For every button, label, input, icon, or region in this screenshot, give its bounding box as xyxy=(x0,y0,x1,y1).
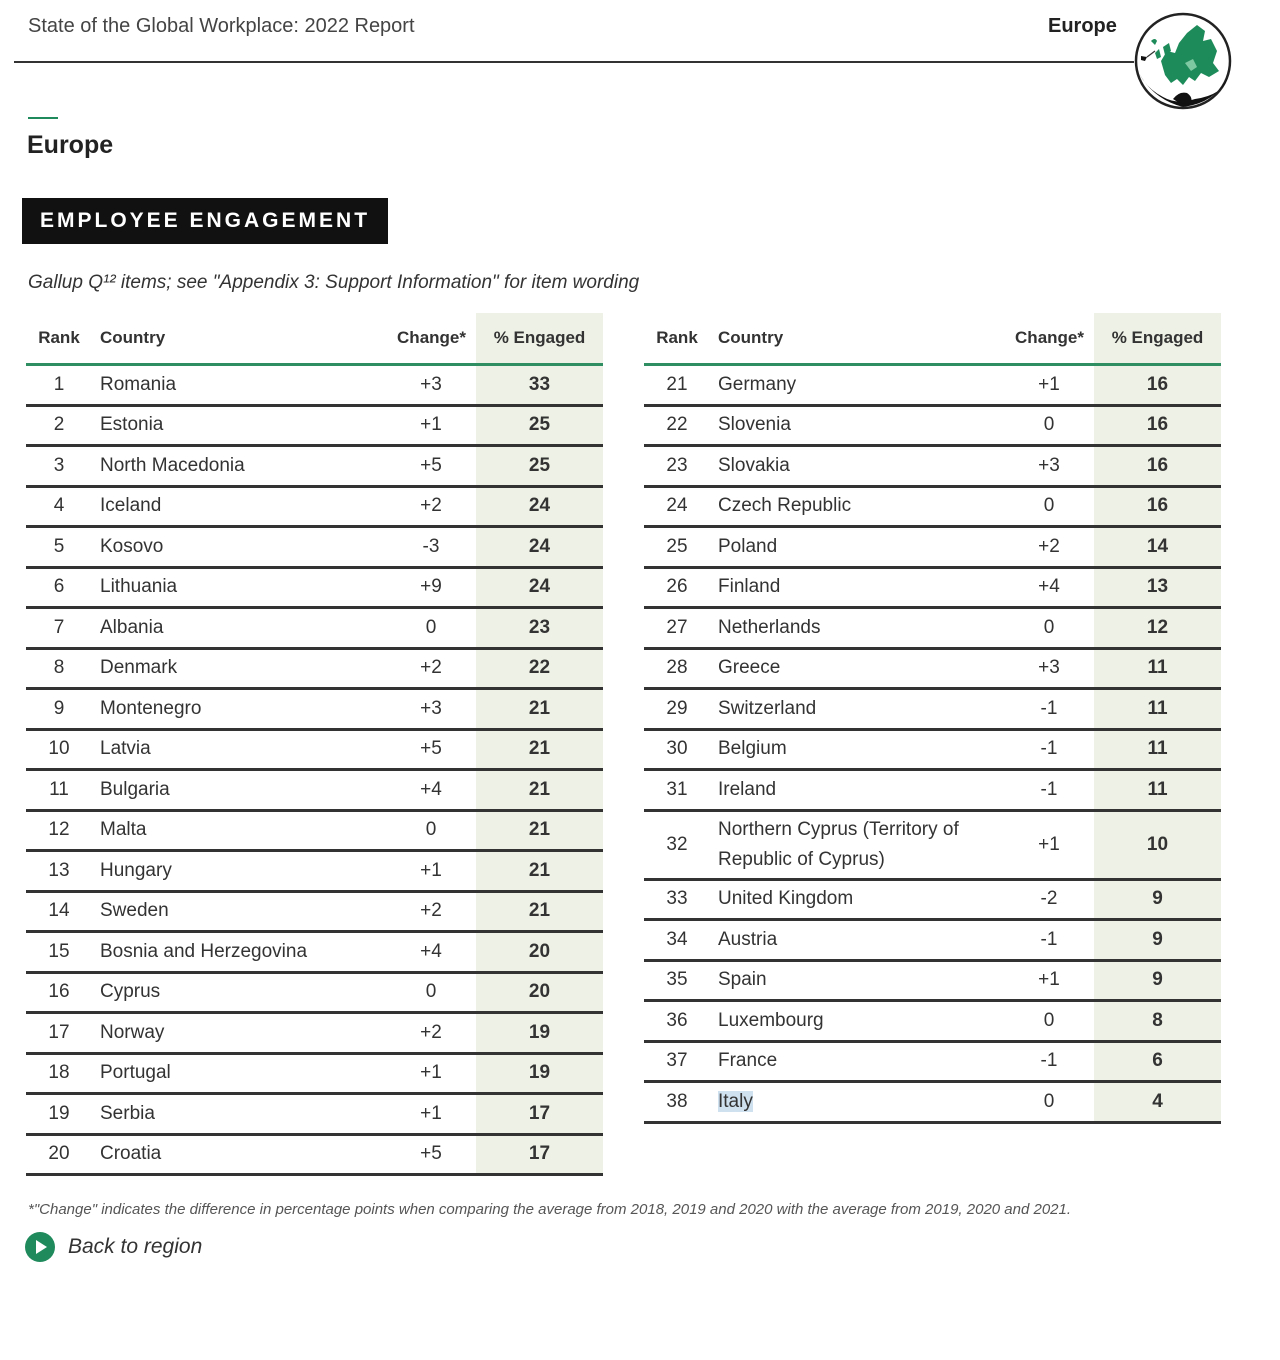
engaged-cell: 11 xyxy=(1094,729,1221,770)
country-name: Kosovo xyxy=(100,535,164,557)
country-cell xyxy=(710,1001,1004,1042)
table-row xyxy=(26,527,603,568)
change-cell: +4 xyxy=(386,932,476,973)
change-cell: +9 xyxy=(386,567,476,608)
country-name: Albania xyxy=(100,616,164,638)
rank-cell: 17 xyxy=(26,1013,92,1054)
change-cell: -1 xyxy=(1004,729,1094,770)
engaged-cell: 24 xyxy=(476,567,603,608)
rank-cell: 29 xyxy=(644,689,710,730)
section-label: EMPLOYEE ENGAGEMENT xyxy=(22,198,388,244)
country-name: Bosnia and Herzegovina xyxy=(100,940,308,962)
engaged-cell: 23 xyxy=(476,608,603,649)
country-name: Serbia xyxy=(100,1102,155,1124)
rank-cell: 8 xyxy=(26,648,92,689)
country-cell xyxy=(92,648,386,689)
rank-cell: 6 xyxy=(26,567,92,608)
country-name: Ireland xyxy=(718,778,777,800)
rank-cell: 22 xyxy=(644,405,710,446)
country-cell xyxy=(710,648,1004,689)
region-tag: Europe xyxy=(1048,15,1117,37)
country-name: Malta xyxy=(100,819,147,841)
column-header-engaged: % Engaged xyxy=(1094,313,1221,365)
rank-cell: 9 xyxy=(26,689,92,730)
rank-cell: 13 xyxy=(26,851,92,892)
table-row xyxy=(26,770,603,811)
change-cell: -1 xyxy=(1004,770,1094,811)
country-cell xyxy=(92,486,386,527)
rank-cell: 36 xyxy=(644,1001,710,1042)
column-header-rank: Rank xyxy=(26,313,92,365)
engaged-cell: 9 xyxy=(1094,960,1221,1001)
rank-cell: 12 xyxy=(26,810,92,851)
country-cell xyxy=(710,810,1004,879)
table-row xyxy=(644,648,1221,689)
country-cell xyxy=(710,486,1004,527)
table-row xyxy=(644,1001,1221,1042)
engaged-cell: 24 xyxy=(476,527,603,568)
table-row xyxy=(26,972,603,1013)
country-name: Romania xyxy=(100,373,177,395)
engaged-cell: 17 xyxy=(476,1094,603,1135)
engaged-cell: 9 xyxy=(1094,920,1221,961)
engaged-cell: 24 xyxy=(476,486,603,527)
rank-cell: 19 xyxy=(26,1094,92,1135)
table-row xyxy=(26,365,603,406)
country-cell xyxy=(92,1134,386,1175)
table-row xyxy=(644,405,1221,446)
country-name: Sweden xyxy=(100,900,169,922)
footnote: *"Change" indicates the difference in percentage points when comparing the average from 2018, 2019 and 2020 with the average from 2019, 2020 and 2021. xyxy=(28,1201,1072,1218)
country-cell xyxy=(710,1041,1004,1082)
engaged-cell: 16 xyxy=(1094,405,1221,446)
engaged-cell: 4 xyxy=(1094,1082,1221,1123)
table-row xyxy=(644,446,1221,487)
change-cell: +1 xyxy=(386,1094,476,1135)
country-cell xyxy=(710,608,1004,649)
table-row xyxy=(26,932,603,973)
column-header-rank: Rank xyxy=(644,313,710,365)
country-name: Bulgaria xyxy=(100,778,170,800)
table-row xyxy=(26,608,603,649)
engaged-cell: 25 xyxy=(476,405,603,446)
table-row xyxy=(26,810,603,851)
rank-cell: 2 xyxy=(26,405,92,446)
table-row xyxy=(644,1082,1221,1123)
rank-cell: 38 xyxy=(644,1082,710,1123)
engaged-cell: 21 xyxy=(476,729,603,770)
country-cell xyxy=(92,689,386,730)
table-row xyxy=(644,689,1221,730)
country-name: Spain xyxy=(718,969,767,991)
change-cell: +1 xyxy=(1004,810,1094,879)
rank-cell: 27 xyxy=(644,608,710,649)
engaged-cell: 21 xyxy=(476,810,603,851)
table-row xyxy=(644,1041,1221,1082)
change-cell: 0 xyxy=(386,810,476,851)
country-name: Poland xyxy=(718,535,778,557)
country-cell xyxy=(710,567,1004,608)
rank-cell: 35 xyxy=(644,960,710,1001)
engaged-cell: 8 xyxy=(1094,1001,1221,1042)
table-row xyxy=(644,567,1221,608)
engaged-cell: 21 xyxy=(476,851,603,892)
country-cell xyxy=(92,1094,386,1135)
country-cell xyxy=(710,920,1004,961)
rank-cell: 10 xyxy=(26,729,92,770)
change-cell: +2 xyxy=(386,486,476,527)
country-name: Greece xyxy=(718,657,781,679)
table-row xyxy=(644,920,1221,961)
column-header-change: Change* xyxy=(1004,313,1094,365)
rank-cell: 11 xyxy=(26,770,92,811)
change-cell: +2 xyxy=(386,1013,476,1054)
country-name: Denmark xyxy=(100,657,178,679)
rank-cell: 16 xyxy=(26,972,92,1013)
engaged-cell: 21 xyxy=(476,770,603,811)
change-cell: +4 xyxy=(1004,567,1094,608)
country-cell xyxy=(710,689,1004,730)
engaged-cell: 22 xyxy=(476,648,603,689)
country-cell xyxy=(92,1053,386,1094)
engaged-cell: 14 xyxy=(1094,527,1221,568)
rank-cell: 5 xyxy=(26,527,92,568)
header-divider xyxy=(14,61,1134,63)
rank-cell: 32 xyxy=(644,810,710,879)
report-title: State of the Global Workplace: 2022 Report xyxy=(28,15,415,37)
country-cell xyxy=(710,1082,1004,1123)
change-cell: +1 xyxy=(1004,365,1094,406)
table-row xyxy=(26,1013,603,1054)
change-cell: +2 xyxy=(1004,527,1094,568)
country-cell xyxy=(710,527,1004,568)
change-cell: +5 xyxy=(386,1134,476,1175)
table-row xyxy=(26,729,603,770)
change-cell: 0 xyxy=(1004,608,1094,649)
country-name: Portugal xyxy=(100,1062,171,1084)
country-name: Croatia xyxy=(100,1143,162,1165)
change-cell: 0 xyxy=(1004,1001,1094,1042)
back-to-region-label: Back to region xyxy=(68,1235,203,1258)
section-accent-rule xyxy=(28,117,58,119)
change-cell: +1 xyxy=(386,405,476,446)
engaged-cell: 11 xyxy=(1094,770,1221,811)
rank-cell: 28 xyxy=(644,648,710,689)
table-row xyxy=(26,891,603,932)
change-cell: +3 xyxy=(386,689,476,730)
change-cell: -1 xyxy=(1004,689,1094,730)
change-cell: +2 xyxy=(386,891,476,932)
rank-cell: 33 xyxy=(644,879,710,920)
country-cell xyxy=(710,960,1004,1001)
country-cell xyxy=(92,446,386,487)
country-cell xyxy=(92,567,386,608)
country-name: Switzerland xyxy=(718,697,817,719)
country-cell xyxy=(92,891,386,932)
country-name: Northern Cyprus (Territory of Republic of Cyprus) xyxy=(718,818,959,870)
country-cell xyxy=(710,729,1004,770)
back-to-region-link[interactable] xyxy=(25,1232,202,1262)
rank-cell: 1 xyxy=(26,365,92,406)
country-name: Belgium xyxy=(718,738,787,760)
rank-cell: 25 xyxy=(644,527,710,568)
table-row xyxy=(26,446,603,487)
engaged-cell: 19 xyxy=(476,1013,603,1054)
change-cell: +5 xyxy=(386,729,476,770)
country-cell xyxy=(710,365,1004,406)
engaged-cell: 9 xyxy=(1094,879,1221,920)
country-name: United Kingdom xyxy=(718,888,854,910)
change-cell: +2 xyxy=(386,648,476,689)
table-row xyxy=(26,567,603,608)
country-cell xyxy=(710,405,1004,446)
rank-cell: 15 xyxy=(26,932,92,973)
rank-cell: 21 xyxy=(644,365,710,406)
change-cell: +5 xyxy=(386,446,476,487)
engagement-table-left xyxy=(26,313,603,1176)
table-row xyxy=(26,1134,603,1175)
rank-cell: 37 xyxy=(644,1041,710,1082)
country-cell xyxy=(710,446,1004,487)
change-cell: +3 xyxy=(1004,446,1094,487)
table-row xyxy=(644,770,1221,811)
engaged-cell: 33 xyxy=(476,365,603,406)
country-cell xyxy=(92,729,386,770)
country-cell xyxy=(92,972,386,1013)
engaged-cell: 21 xyxy=(476,891,603,932)
country-cell xyxy=(92,932,386,973)
rank-cell: 4 xyxy=(26,486,92,527)
change-cell: -1 xyxy=(1004,920,1094,961)
engaged-cell: 6 xyxy=(1094,1041,1221,1082)
table-row xyxy=(26,851,603,892)
country-name: Hungary xyxy=(100,859,172,881)
column-header-country: Country xyxy=(92,313,386,365)
country-name: Lithuania xyxy=(100,576,178,598)
engaged-cell: 21 xyxy=(476,689,603,730)
table-header-row xyxy=(26,313,603,365)
engaged-cell: 12 xyxy=(1094,608,1221,649)
country-cell xyxy=(92,1013,386,1054)
country-cell xyxy=(710,879,1004,920)
table-row xyxy=(644,527,1221,568)
table-subtitle: Gallup Q¹² items; see "Appendix 3: Support Information" for item wording xyxy=(28,272,640,293)
country-cell xyxy=(92,810,386,851)
table-row xyxy=(644,608,1221,649)
change-cell: 0 xyxy=(1004,405,1094,446)
change-cell: 0 xyxy=(1004,486,1094,527)
country-cell xyxy=(92,770,386,811)
engaged-cell: 25 xyxy=(476,446,603,487)
change-cell: +1 xyxy=(1004,960,1094,1001)
country-name: Estonia xyxy=(100,414,164,436)
change-cell: 0 xyxy=(1004,1082,1094,1123)
rank-cell: 34 xyxy=(644,920,710,961)
country-name: Czech Republic xyxy=(718,495,852,517)
rank-cell: 20 xyxy=(26,1134,92,1175)
engaged-cell: 16 xyxy=(1094,486,1221,527)
rank-cell: 31 xyxy=(644,770,710,811)
table-row xyxy=(26,1094,603,1135)
table-row xyxy=(644,729,1221,770)
engaged-cell: 11 xyxy=(1094,689,1221,730)
change-cell: -2 xyxy=(1004,879,1094,920)
change-cell: -3 xyxy=(386,527,476,568)
play-circle-icon xyxy=(25,1232,55,1262)
country-name: Finland xyxy=(718,576,781,598)
rank-cell: 30 xyxy=(644,729,710,770)
country-cell xyxy=(92,527,386,568)
country-cell xyxy=(92,851,386,892)
country-name: Latvia xyxy=(100,738,151,760)
engaged-cell: 16 xyxy=(1094,446,1221,487)
change-cell: 0 xyxy=(386,972,476,1013)
change-cell: +3 xyxy=(1004,648,1094,689)
engaged-cell: 16 xyxy=(1094,365,1221,406)
rank-cell: 18 xyxy=(26,1053,92,1094)
engaged-cell: 20 xyxy=(476,932,603,973)
engagement-table-right xyxy=(644,313,1221,1124)
engaged-cell: 10 xyxy=(1094,810,1221,879)
table-row xyxy=(644,486,1221,527)
country-name: Germany xyxy=(718,373,797,395)
change-cell: +1 xyxy=(386,1053,476,1094)
table-row xyxy=(644,365,1221,406)
country-name: Slovakia xyxy=(718,454,790,476)
table-row xyxy=(26,486,603,527)
country-cell xyxy=(92,608,386,649)
table-row xyxy=(644,810,1221,879)
change-cell: +4 xyxy=(386,770,476,811)
country-name: France xyxy=(718,1050,778,1072)
rank-cell: 23 xyxy=(644,446,710,487)
country-name: North Macedonia xyxy=(100,454,245,476)
europe-globe-icon xyxy=(1133,11,1233,111)
column-header-engaged: % Engaged xyxy=(476,313,603,365)
table-row xyxy=(26,689,603,730)
table-row xyxy=(26,1053,603,1094)
table-row xyxy=(26,648,603,689)
engaged-cell: 20 xyxy=(476,972,603,1013)
rank-cell: 14 xyxy=(26,891,92,932)
country-name: Montenegro xyxy=(100,697,202,719)
country-cell xyxy=(92,365,386,406)
change-cell: 0 xyxy=(386,608,476,649)
country-name: Luxembourg xyxy=(718,1009,824,1031)
table-header-row xyxy=(644,313,1221,365)
rank-cell: 3 xyxy=(26,446,92,487)
country-name: Netherlands xyxy=(718,616,821,638)
change-cell: +1 xyxy=(386,851,476,892)
table-row xyxy=(644,879,1221,920)
rank-cell: 7 xyxy=(26,608,92,649)
engaged-cell: 19 xyxy=(476,1053,603,1094)
country-name: Austria xyxy=(718,928,778,950)
table-row xyxy=(644,960,1221,1001)
page-title: Europe xyxy=(27,131,114,159)
engaged-cell: 11 xyxy=(1094,648,1221,689)
change-cell: +3 xyxy=(386,365,476,406)
country-cell xyxy=(710,770,1004,811)
column-header-change: Change* xyxy=(386,313,476,365)
country-name: Norway xyxy=(100,1021,165,1043)
country-name: Slovenia xyxy=(718,414,791,436)
rank-cell: 24 xyxy=(644,486,710,527)
country-cell xyxy=(92,405,386,446)
table-row xyxy=(26,405,603,446)
engaged-cell: 17 xyxy=(476,1134,603,1175)
rank-cell: 26 xyxy=(644,567,710,608)
country-name: Iceland xyxy=(100,495,162,517)
column-header-country: Country xyxy=(710,313,1004,365)
country-name: Italy xyxy=(718,1090,753,1112)
country-name: Cyprus xyxy=(100,981,161,1003)
engaged-cell: 13 xyxy=(1094,567,1221,608)
change-cell: -1 xyxy=(1004,1041,1094,1082)
